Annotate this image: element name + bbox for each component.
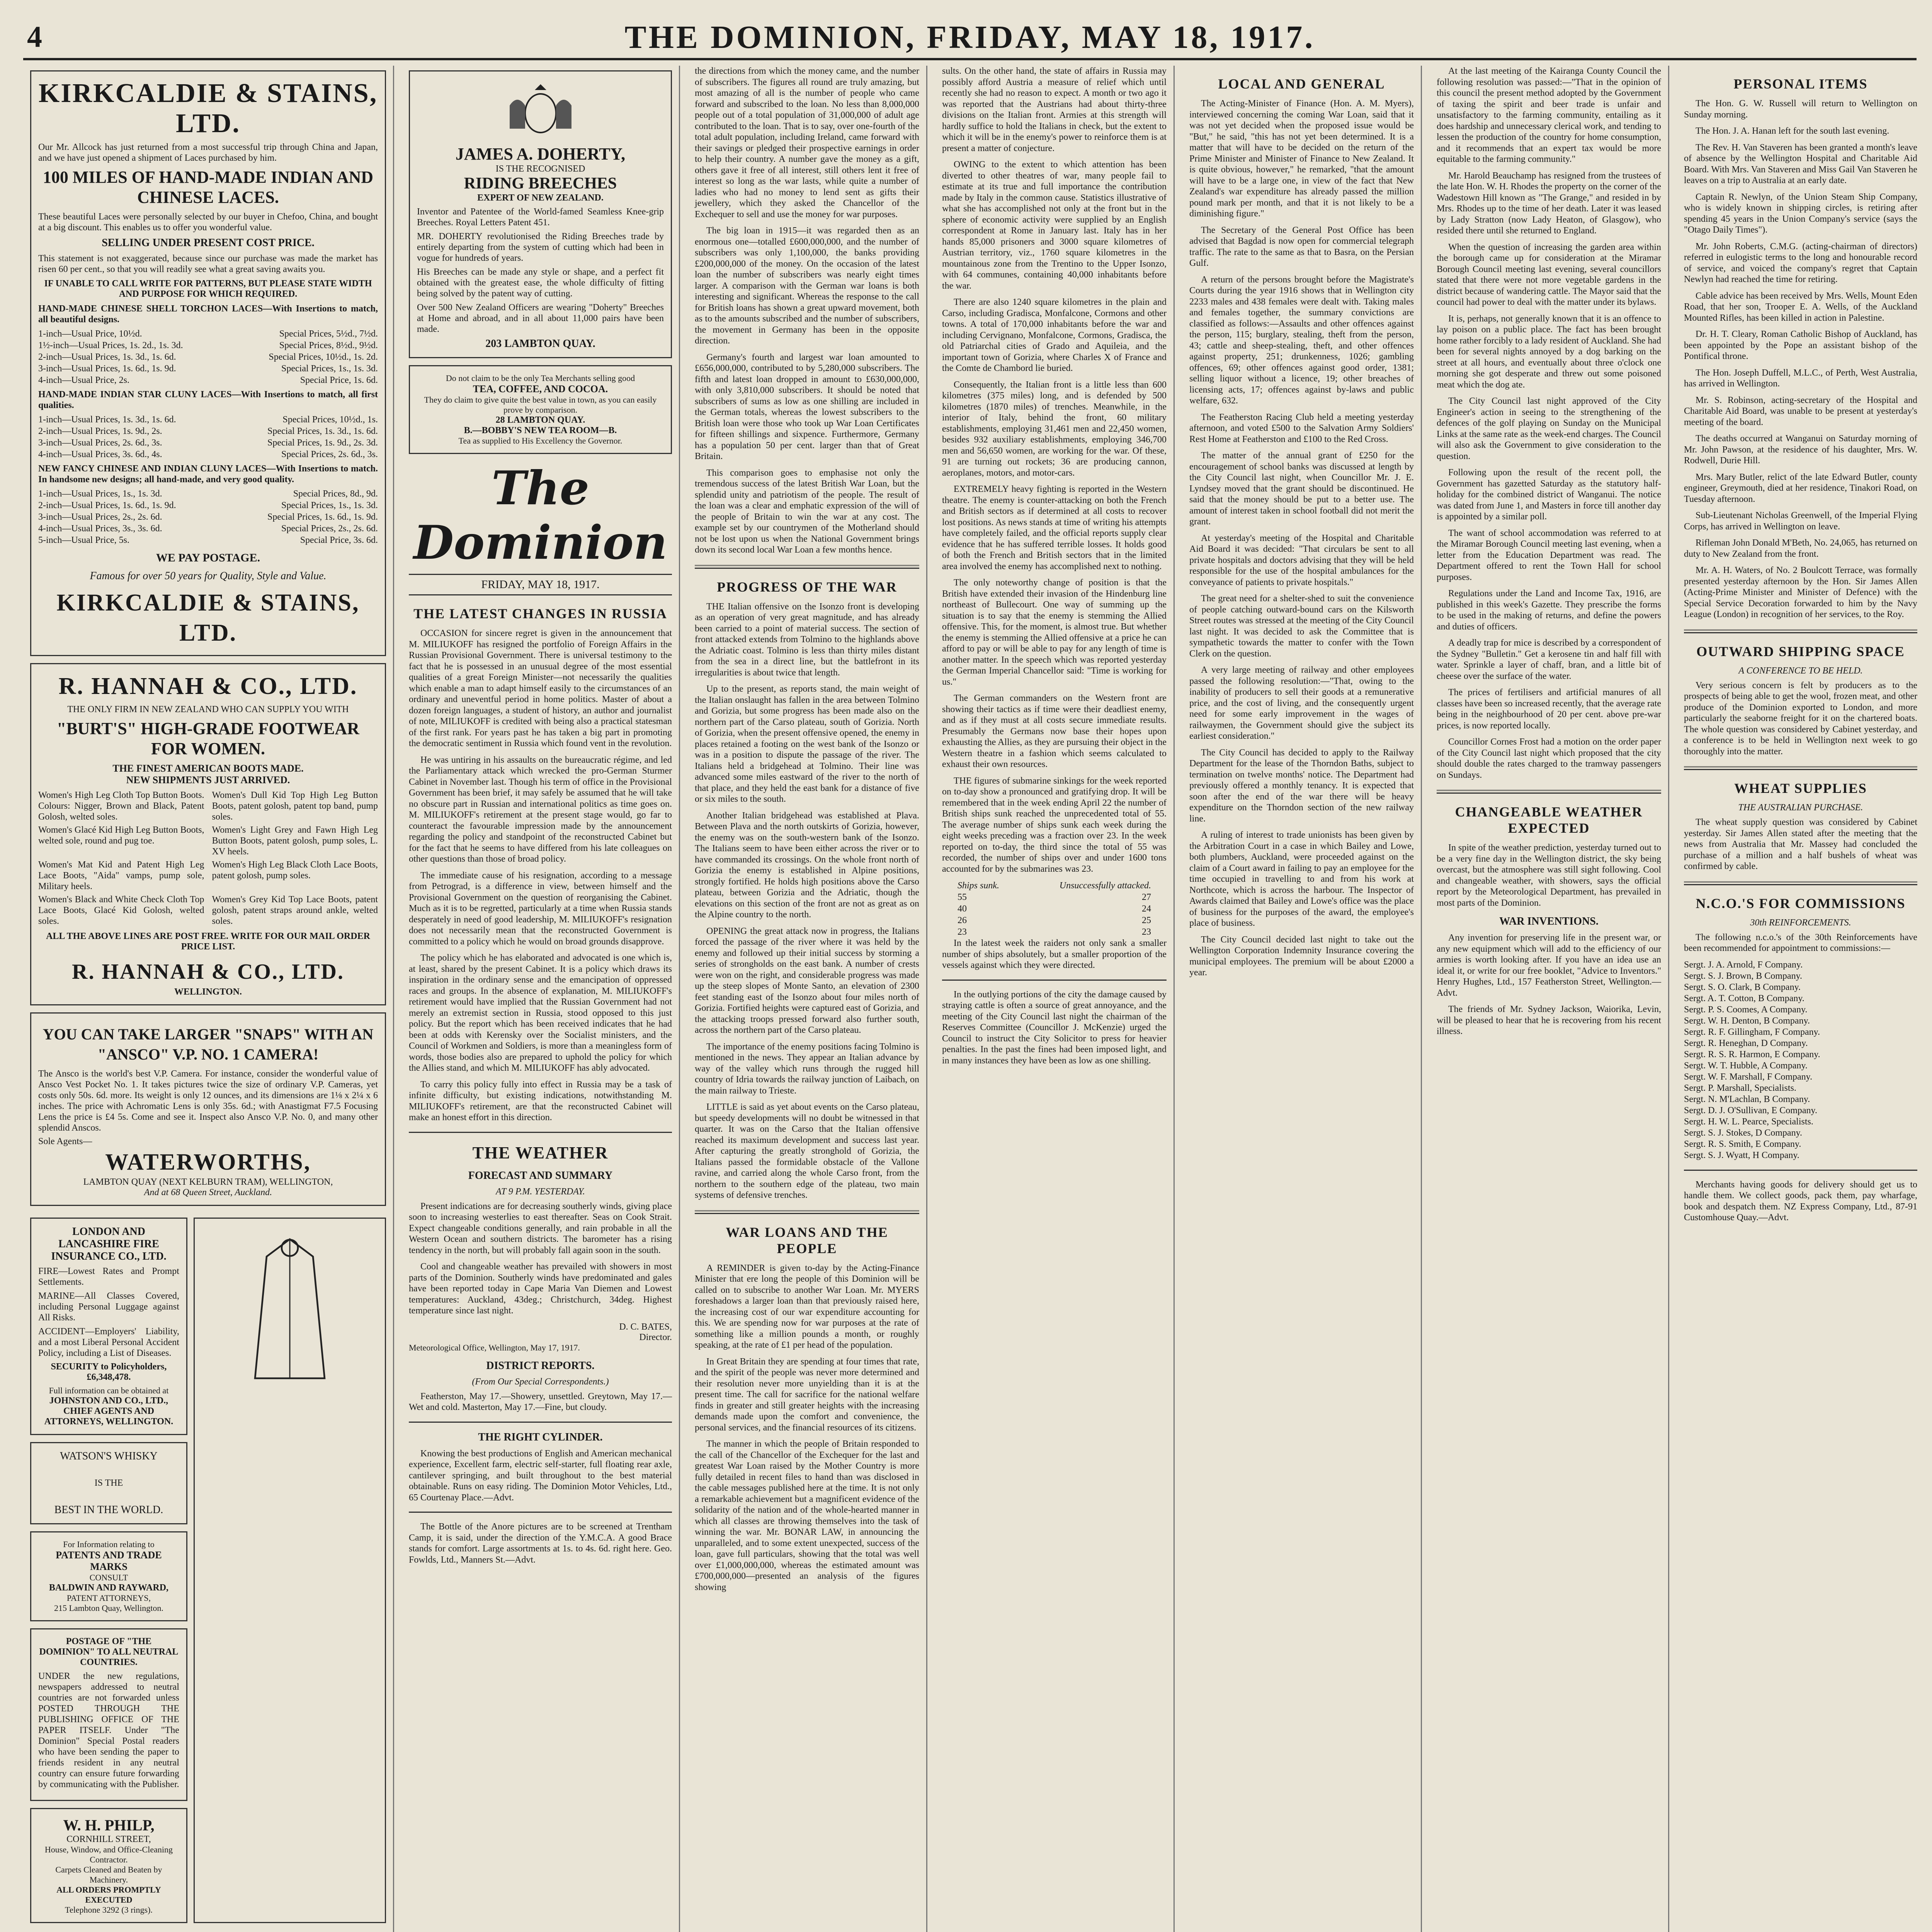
price-special: Special Prices, 8½d., 9½d. (279, 340, 378, 350)
footwear-item: Women's Mat Kid and Patent High Leg Lace Boots, "Aida" vamps, pump sole, Military heels. (38, 860, 204, 891)
price-row (38, 534, 378, 546)
price-usual: 5-inch—Usual Price, 5s. (38, 535, 129, 545)
divider (1684, 1170, 1917, 1171)
col4-p5: EXTREMELY heavy fighting is reported in the Western theatre. The enemy is counter-attacking on both the French and British sectors as if determined at all costs to recover lost positions. As news stands at time of writing his attempts have completely failed, and the official reports supply clear evidence that he has suffered terrible losses. It holds good of both the French and British sectors that in the limited area involved the enemy has accomplished next to nothing. (942, 484, 1167, 571)
nco-sub: 30th REINFORCEMENTS. (1750, 917, 1851, 928)
column-editorial (402, 66, 680, 1932)
patents-line4: BALDWIN AND RAYWARD, (49, 1583, 169, 1593)
col5-p4: The Featherston Racing Club held a meeting yesterday afternoon, and voted £500 to the Salvation Army Soldiers' Rest Home at Featherston and £100 to the Red Cross. (1189, 412, 1414, 444)
col6-p5: The City Council last night approved of the City Engineer's action in seeing to the strengthening of the defences of the golf playing on Sunday on the Municipal Links at the same rate as the week-end charges. The Council will also ask the Government to give consideration to the question. (1437, 396, 1661, 461)
hannah-line1: THE ONLY FIRM IN NEW ZEALAND WHO CAN SUPPLY YOU WITH (67, 704, 349, 714)
doherty-ad (409, 70, 672, 358)
col5-p8: A very large meeting of railway and other employees passed the following resolution:—"That, owing to the inability of producers to sell their goods at a remunerative price, and the cost of living, and the consequently urgent need for some early improvement in the wages of railwaymen, the Government should give the subject its earliest consideration." (1189, 665, 1414, 741)
column-local-news-2 (1430, 66, 1669, 1932)
price-row (38, 414, 378, 425)
divider (409, 1132, 672, 1133)
price-usual: 4-inch—Usual Prices, 3s., 3s. 6d. (38, 524, 162, 534)
col3-p4: This comparison goes to emphasise not only the tremendous success of the latest British War Loan, but the splendid unity and patriotism of the people. The result of the loan was a clear and emphatic expression of the will of the people of Britain to win the war at any cost. The example set by our countrymen of the Motherland should not be lost upon us when the National Government brings down its second local War Loan a few months hence. (695, 468, 919, 555)
sinkings-header (942, 880, 1167, 891)
price-row (38, 511, 378, 523)
col3-intro: the directions from which the money came, and the number of subscribers. The figures all round are truly amazing, but most amazing of all is the number of people who came forward and subscribed to the loan. No less than 8,000,000 people out of a total population of 31,000,000 of adult age contributed to the loan. That is to say, over one-fourth of the total adult population, including Ireland, came forward with their savings or pledged their prospective earnings in order to help their country. A number gave the money as a gift, others gave it free of all interest, still others lent it free of interest so long as the war lasts, while quite a number of ladies who had no money to lend sent as gifts their jewellery, which they asked the Chancellor of the Exchequer to sell and use the money for war purposes. (695, 66, 919, 219)
ansco-address1: LAMBTON QUAY (NEXT KELBURN TRAM), WELLINGTON, (83, 1177, 333, 1187)
postage-notice (30, 1628, 187, 1801)
footwear-item: Women's Black and White Check Cloth Top Lace Boots, Glacé Kid Golosh, welted soles. (38, 895, 204, 926)
progress-p2: Up to the present, as reports stand, the main weight of the Italian onslaught has fallen in the area between Tolmino and Gorizia, but some progress has been made also on the northern part of the Carso plateau, south of Gorizia. North of Gorizia, when the present offensive opened, the enemy in places retained a footing on the west bank of the Isonzo or was in a position to dispute the passage of the river. The Italians held a bridgehead at Tolmino. Their line was advanced some miles eastward of the river to the north of that place, and they held the east bank for a distance of five or six miles to the south. (695, 684, 919, 804)
kirkcaldie-footer: KIRKCALDIE & STAINS, LTD. (56, 590, 360, 646)
london-lines (38, 1266, 179, 1359)
nco-list-item: Sergt. R. F. Gillingham, F Company. (1684, 1027, 1820, 1037)
price-usual: 3-inch—Usual Prices, 2s. 6d., 3s. (38, 438, 162, 448)
war-inventions-body: Any invention for preserving life in the present war, or any new equipment which will add to the efficiency of our armies is worth looking after. If you have an idea use an ideal it, or write for our free booklet, "Advice to Inventors." Henry Hughes, Ltd., 157 Featherston Street, Wellington.—Advt. (1437, 933, 1661, 998)
col7-p1: The Hon. G. W. Russell will return to Wellington on Sunday morning. (1684, 99, 1917, 120)
divider (1437, 790, 1661, 794)
price-row (38, 437, 378, 449)
col5-p6: At yesterday's meeting of the Hospital and Charitable Aid Board it was decided: "That circulars be sent to all private hospitals and doctors advising that they will be held responsible for the use of the hospital ambulances for the conveyance of patients to private hospitals." (1189, 533, 1414, 587)
kirkcaldie-price-list-3 (38, 488, 378, 546)
wheat-sub: THE AUSTRALIAN PURCHASE. (1738, 803, 1863, 813)
price-usual: 1-inch—Usual Prices, 1s., 1s. 3d. (38, 489, 162, 499)
russia-p2: He was untiring in his assaults on the bureaucratic régime, and led the Parliamentary attack which wrecked the pro-German Sturmer Cabinet in November last. Though his term of office in the Provisional Government has been brief, it may safely be assumed that he will take no obscure part in Russian and international politics as time goes on. M. MILIUKOFF's retirement at the present stage would, go far to counteract the favourable impression made by the announcement regarding the policy and standpoint of the reconstructed Cabinet but for the fact that he seems to have differed from his late colleagues on other questions than those of broad policy. (409, 755, 672, 864)
doherty-body3: His Breeches can be made any style or shape, and a perfect fit obtained with the greatest ease, the whole difficulty of fitting being solved by the patent way of cutting. (417, 267, 664, 299)
nco-list-item: Sergt. S. J. Brown, B Company. (1684, 971, 1803, 981)
kirkcaldie-intro: Our Mr. Allcock has just returned from a most successful trip through China and Japan, and we have just opened a shipment of Laces purchased by him. (38, 142, 378, 163)
reports-body: Featherston, May 17.—Showery, unsettled. Greytown, May 17.—Wet and cold. Masterton, May 17.—Fine, but cloudy. (409, 1391, 672, 1412)
hannah-line2: THE FINEST AMERICAN BOOTS MADE. (112, 763, 304, 774)
nco-list-item: Sergt. N. M'Lachlan, B Company. (1684, 1094, 1810, 1104)
hannah-footer: R. HANNAH & CO., LTD. (72, 960, 344, 984)
unsuccessful-value: 25 (1142, 915, 1151, 925)
russia-p1: OCCASION for sincere regret is given in the announcement that M. MILIUKOFF has resigned the portfolio of Foreign Affairs in the Russian Provisional Government. There is universal testimony to the fact that he is possessed in an unusual degree of the most essential qualities of a great Foreign Minister—not necessarily the qualities which enable a man to adapt himself easily to the circumstances of an ordinary and uneventful period in home politics. Master of about a dozen foreign languages, a student of history, an author and journalist of note, MILIUKOFF is credited with being also a practical statesman of the first rank. For years past he has taken a big part in promoting the democratic sentiment in Russia which found vent in the revolution. (409, 628, 672, 748)
philp-title: W. H. PHILP, (63, 1816, 155, 1834)
col7-p5: Mr. John Roberts, C.M.G. (acting-chairman of directors) referred in eulogistic terms to the long and honourable record of service, and voiced the company's regret that Captain Newlyn had reached the time for retiring. (1684, 241, 1917, 284)
col6-p6: Following upon the result of the recent poll, the Government has gazetted Saturday as the statutory half-holiday for the combined district of Wanganui. The notice was dated from June 1, and Masters in force till another day is appointed by a similar poll. (1437, 468, 1661, 522)
col6-p4: It is, perhaps, not generally known that it is an offence to lay poison on a public place. The fact has been brought home rather forcibly to a lady resident of Auckland. She had been for several nights annoyed by a dog barking on the street at all hours, and eventually about three o'clock one morning she got desperate and threw out some poisoned meat which the dog ate. (1437, 313, 1661, 390)
patents-line1: For Information relating to (63, 1539, 155, 1549)
philp-line1: CORNHILL STREET, (66, 1834, 151, 1844)
london-agents: JOHNSTON AND CO., LTD., CHIEF AGENTS AND ATTORNEYS, WELLINGTON. (44, 1396, 173, 1427)
wheat-body: The wheat supply question was considered by Cabinet yesterday. Sir James Allen stated after the meeting that the news from Australia that Mr. Massey had concluded the purchase of a million and a half bushels of wheat was confirmed by cable. (1684, 817, 1917, 871)
divider (695, 1210, 919, 1214)
kirkcaldie-section3: NEW FANCY CHINESE AND INDIAN CLUNY LACES—With Insertions to match. In handsome new designs; all hand-made, and very good quality. (38, 464, 378, 485)
col3-p3: Germany's fourth and largest war loan amounted to £656,000,000, contributed to by 5,280,000 subscribers. The fifth and latest loan dropped in amount to £630,000,000, with only 3,810,000 subscribers. It should be noted that subscribers of sums as low as one shilling are included in the German totals, whereas the lowest subscribers to the British loan were those who took up War Loan Certificates for fifteen shillings and sixpence. Furthermore, Germany has a population 50 per cent. larger than that of Great Britain. (695, 352, 919, 461)
nco-list-item: Sergt. J. A. Arnold, F Company. (1684, 959, 1803, 970)
col6-p11: Councillor Cornes Frost had a motion on the order paper of the City Council last night which proposed that the city should double the rates charged to the tramway passengers on Sundays. (1437, 737, 1661, 780)
loans-heading: WAR LOANS AND THE PEOPLE (726, 1224, 888, 1256)
royal-crest-icon (498, 82, 583, 140)
ships-sunk-value: 26 (957, 915, 967, 925)
weather-heading: THE WEATHER (472, 1143, 609, 1162)
footwear-item: Women's High Leg Black Cloth Lace Boots, patent golosh, pump soles. (212, 860, 378, 881)
price-row (38, 374, 378, 386)
price-row (38, 449, 378, 460)
price-row (38, 500, 378, 511)
col6-p1: At the last meeting of the Kairanga County Council the following resolution was passed:—"That in the opinion of this council the present method adopted by the Government of taxing the spirit and beer trade is unfair and unsatisfactory to the farming community, entailing as it does hardship and unnecessary clerical work, and tending to lessen the production of the country for home consumption, and it recommends that an expert tax would be more equitable to the farming community." (1437, 66, 1661, 164)
nco-list-item: Sergt. H. W. L. Pearce, Specialists. (1684, 1116, 1813, 1127)
weather-sub: FORECAST AND SUMMARY (468, 1169, 613, 1182)
col5-p9: The City Council has decided to apply to the Railway Department for the lease of the Thorndon Baths, subject to termination on twelve months' notice. The Department had previously offered a monthly tenancy. It is expected that soon after the end of the war there will be heavy expenditure on the Thorndon section of the new railway line. (1189, 747, 1414, 824)
tea-l5: B.—BOBBY'S NEW TEA ROOM—B. (464, 425, 617, 435)
price-row (38, 523, 378, 534)
advt-body: Merchants having goods for delivery should get us to handle them. We collect goods, pack them, pay wharfage, book and despatch them. NZ Express Company, Ltd., 87-91 Customhouse Quay.—Advt. (1684, 1179, 1917, 1223)
col5-p11: The City Council decided last night to take out the Wellington Corporation Indemnity Insurance covering the municipal employees. The premium will be about £2000 a year. (1189, 934, 1414, 978)
personal-heading: PERSONAL ITEMS (1733, 76, 1868, 92)
russia-heading: THE LATEST CHANGES IN RUSSIA (413, 606, 667, 621)
sinkings-row (942, 926, 1167, 938)
ships-sunk-value: 40 (957, 904, 967, 914)
price-row (38, 488, 378, 500)
ads-left-stack (30, 1213, 187, 1930)
kirkcaldie-selling: SELLING UNDER PRESENT COST PRICE. (102, 237, 315, 249)
overcoat-illustration (232, 1233, 348, 1384)
weather-body2: Cool and changeable weather has prevailed with showers in most parts of the Dominion. Southerly winds have predominated and gales have been reported today in Cape Maria Van Diemen and Lowest temperatures: Auckland, 43deg.; Christchurch, 34deg. Highest temperature since last night. (409, 1262, 672, 1316)
tea-l1: Do not claim to be the only Tea Merchants selling good (446, 373, 635, 383)
price-usual: 1½-inch—Usual Prices, 1s. 2d., 1s. 3d. (38, 340, 183, 350)
hannah-title: R. HANNAH & CO., LTD. (58, 673, 358, 699)
kirkcaldie-ad (30, 70, 386, 656)
ansco-address2: And at 68 Queen Street, Auckland. (144, 1187, 272, 1197)
progress-p1: THE Italian offensive on the Isonzo front is developing as an operation of very great magnitude, and has already been carried to a point of material success. The section of front attacked extends from Tolmino to the highlands above the Adriatic coast. Tolmino is less than thirty miles distant from the sea in a direct line, but the battlefront in its irregularities is about twice that length. (695, 601, 919, 678)
col6-p8: Regulations under the Land and Income Tax, 1916, are published in this week's Gazette. They prescribe the forms to be used in the making of returns, and define the powers and duties of officers. (1437, 588, 1661, 632)
kirkcaldie-section2: HAND-MADE INDIAN STAR CLUNY LACES—With Insertions to match, all first qualities. (38, 389, 378, 410)
weather-time: AT 9 P.M. YESTERDAY. (496, 1186, 585, 1197)
price-row (38, 363, 378, 374)
price-special: Special Prices, 2s. 6d., 3s. (281, 449, 378, 459)
anore-body: The Bottle of the Anore pictures are to be screened at Trentham Camp, it is said, under the direction of the Y.M.C.A. A good Brace stands for comfort. Large assortments at 1s. to 4s. 6d. right here. Geo. Fowlds, Ltd., Manners St.—Advt. (409, 1522, 672, 1565)
tea-ad (409, 365, 672, 454)
col5-p1: The Acting-Minister of Finance (Hon. A. M. Myers), interviewed concerning the coming War Loan, said that it was not yet decided when the proposed issue would be "But," he said, "this has not yet been determined. It is a matter that will have to be decided on the return of the Prime Minister and Minister of Finance to New Zealand. It is quite obvious, however," he remarked, "that the amount will have to be a large one, in view of the fact that New Zealand's war expenditure has already passed the million pound mark per month, and that it is not likely to be a diminishing figure." (1189, 99, 1414, 219)
shipping-heading: OUTWARD SHIPPING SPACE (1696, 643, 1905, 659)
kirkcaldie-price-list-1 (38, 328, 378, 386)
nco-list-item: Sergt. R. Heneghan, D Company. (1684, 1038, 1808, 1048)
ads-row (30, 1213, 386, 1930)
nco-heading: N.C.O.'S FOR COMMISSIONS (1696, 895, 1906, 911)
tea-l6: Tea as supplied to His Excellency the Governor. (458, 436, 622, 446)
hannah-footer-sub: WELLINGTON. (174, 987, 242, 997)
price-usual: 1-inch—Usual Prices, 1s. 3d., 1s. 6d. (38, 415, 176, 425)
kirkcaldie-section1: HAND-MADE CHINESE SHELL TORCHON LACES—With Insertions to match, all beautiful designs. (38, 304, 378, 325)
philp-line4: ALL ORDERS PROMPTLY EXECUTED (56, 1885, 161, 1905)
price-special: Special Prices, 1s., 1s. 3d. (281, 500, 378, 510)
progress-heading: PROGRESS OF THE WAR (717, 579, 897, 595)
column-war-news (935, 66, 1175, 1932)
changeable-body: In spite of the weather prediction, yesterday turned out to be a very fine day in the Wellington district, the sky being overcast, but the atmosphere was still sight following. Cool and changeable weather, with showers, says the official report by the Meteorological Department, has prevailed in most parts of the Dominion. (1437, 843, 1661, 908)
shipping-body: Very serious concern is felt by producers as to the prospects of being able to get the wool, frozen meat, and other produce of the Dominion exported to London, and more particularly the seaborne freight for it on the chartered boats. The whole question was considered by Cabinet yesterday, and a conference is to be held in Wellington next week to go thoroughly into the matter. (1684, 680, 1917, 757)
footwear-item: Women's Dull Kid Top High Leg Button Boots, patent golosh, patent top band, pump soles. (212, 790, 378, 822)
col4-p10: In the outlying portions of the city the damage caused by straying cattle is often a source of great annoyance, and the meeting of the City Council last night the chairman of the Reserves Committee (Councillor J. McKenzie) urged the Council to instruct the City Solicitor to press for heavier penalties. In the past the fines had been imposed light, and in many instances they have been as low as one shilling. (942, 989, 1167, 1066)
doherty-address: 203 LAMBTON QUAY. (485, 338, 595, 350)
progress-p5: The importance of the enemy positions facing Tolmino is mentioned in the news. They appear an Italian advance by way of the valley which runs through the rugged hill country of Idria towards the railway junction of Laibach, on the main railway to Trieste. (695, 1041, 919, 1096)
nco-list (1684, 959, 1917, 1161)
kirkcaldie-headline: 100 MILES OF HAND-MADE INDIAN AND CHINESE LACES. (43, 168, 374, 207)
nco-list-item: Sergt. P. Marshall, Specialists. (1684, 1083, 1796, 1093)
kirkcaldie-price-list-2 (38, 414, 378, 460)
changeable-heading: CHANGEABLE WEATHER EXPECTED (1455, 804, 1643, 836)
price-row (38, 328, 378, 340)
russia-p5: To carry this policy fully into effect in Russia may be a task of infinite difficulty, but existing indications, notwithstanding M. MILIUKOFF's retirement, are that the reconstructed Cabinet will make an honest effort in this direction. (409, 1079, 672, 1122)
postage-title: POSTAGE OF "THE DOMINION" TO ALL NEUTRAL COUNTRIES. (39, 1636, 179, 1667)
divider (409, 1422, 672, 1423)
price-special: Special Prices, 1s. 3d., 1s. 6d. (267, 426, 378, 436)
progress-p6: LITTLE is said as yet about events on the Carso plateau, but speedy developments will no doubt be witnessed in that quarter. It was on the Carso that the Italian offensive reached its maximum development and success last year. After capturing the greatly stronghold of Gorizia, the Italians passed the formidable obstacle of the Vallone ravine, and carried along the whole Carso front, from the northern to the southern edge of the plateau, two main systems of defensive trenches. (695, 1102, 919, 1200)
local-heading: LOCAL AND GENERAL (1218, 76, 1385, 92)
col6-p7: The want of school accommodation was referred to at the Miramar Borough Council meeting last evening, when a letter from the Education Department was read. The Department offered to rent the Town Hall for school purposes. (1437, 528, 1661, 582)
watsons-ad (30, 1442, 187, 1524)
footwear-item: Women's Glacé Kid High Leg Button Boots, welted sole, round and pug toe. (38, 825, 204, 846)
russia-p4: The policy which he has elaborated and advocated is one which is, at least, shared by the present Cabinet. It is a policy which draws its inspiration in the ordinary sense and the emancipation of oppressed races and groups. In the absence of explanation, M. MILIUKOFF's retirement would have implied that the Russian Government had not merely an extremist section in Russia, stood opposed to this just policy. But the report which has been received indicates that he had been at odds with Kerensky over the Socialist ministers, and the Council of Workmen and Soldiers, is more than a meaningless form of words, those bodies also are prepared to uphold the policy for which the Allies stand, and which M. MILIUKOFF has ably advocated. (409, 953, 672, 1073)
ansco-body: The Ansco is the world's best V.P. Camera. For instance, consider the wonderful value of Ansco Vest Pocket No. 1. It takes pictures twice the size of ordinary V.P. Cameras, yet costs only 50s. 6d. more. Its weight is only 12 ounces, and its dimensions are 1⅛ x 2¼ x 6 inches. The price with Achromatic Lens is only 35s. 6d.; with Anastigmat F7.5 Focusing Lens the price is £4 5s. Come and see it. Inspect also Ansco V.P. No. 0, and many other splendid Anscos. (38, 1069, 378, 1133)
doherty-body4: Over 500 New Zealand Officers are wearing "Doherty" Breeches at Home and abroad, and in all about 11,000 pairs have been made. (417, 303, 664, 334)
progress-p3: Another Italian bridgehead was established at Plava. Between Plava and the north outskirts of Gorizia, however, the enemy was on the south-western bank of the Isonzo. The Italians seem to have been either across the river or to have commanded its crossings. On the whole front north of Gorizia the enemy is established in Alpine positions, strongly fortified. He holds high positions above the Carso plateau, between Gorizia and the Adriatic, though the elevations on this section of the front are not as great as on the Alpine country to the north. (695, 810, 919, 920)
ht-heading: THE RIGHT CYLINDER. (478, 1431, 603, 1443)
col7-p2: The Hon. J. A. Hanan left for the south last evening. (1696, 126, 1889, 136)
doherty-name: JAMES A. DOHERTY, (455, 145, 626, 163)
price-special: Special Prices, 10½d., 1s. 2d. (269, 352, 378, 362)
divider (409, 1512, 672, 1513)
doherty-expert: EXPERT OF NEW ZEALAND. (477, 193, 604, 203)
nco-list-item: Sergt. S. O. Clark, B Company. (1684, 982, 1801, 992)
doherty-body2: MR. DOHERTY revolutionised the Riding Breeches trade by entirely departing from the system of cutting which had been in vogue for hundreds of years. (417, 231, 664, 263)
col7-p9: Mr. S. Robinson, acting-secretary of the Hospital and Charitable Aid Board, was unable to be present at yesterday's meeting of the board. (1684, 395, 1917, 427)
london-security: SECURITY to Policyholders, £6,348,478. (51, 1362, 167, 1382)
col4-p9: In the latest week the raiders not only sank a smaller number of ships absolutely, but a smaller proportion of the vessels against which they were directed. (942, 938, 1167, 970)
price-special: Special Prices, 2s., 2s. 6d. (281, 524, 378, 534)
london-ad (30, 1218, 187, 1435)
col7-p12: Sub-Lieutenant Nicholas Greenwell, of the Imperial Flying Corps, has arrived in Wellington on leave. (1684, 510, 1917, 532)
patents-line2: PATENTS AND TRADE MARKS (56, 1549, 162, 1572)
col7-p3: The Rev. H. Van Staveren has been granted a month's leave of absence by the Wellington Hospital and Charitable Aid Board. With Mrs. Van Staveren and Miss Gail Van Staveren he leaves on a trip to Australia at an early date. (1684, 142, 1917, 185)
kirkcaldie-pay: WE PAY POSTAGE. (156, 551, 260, 564)
price-usual: 1-inch—Usual Price, 10½d. (38, 329, 142, 339)
col5-p7: The great need for a shelter-shed to suit the convenience of people catching outward-bound cars on the Kilsworth Street routes was stressed at the meeting of the City Council last night. It was decided to ask the Committee that is sympathetic towards the matter to confer with the Town Clerk on the question. (1189, 594, 1414, 659)
weather-sign: D. C. BATES, (619, 1321, 672, 1332)
nco-list-item: Sergt. S. J. Wyatt, H Company. (1684, 1150, 1799, 1160)
col4-p7: The German commanders on the Western front are showing their tactics as if time were their deadliest enemy, and as if they must at all costs secure immediate results. Presumably the Germans now base their hopes upon exhausting the Allies, as they are pursuing their object in the Western theatre in a fashion which seems calculated to exhaust their own resources. (942, 693, 1167, 769)
doherty-recognised: IS THE RECOGNISED (495, 164, 585, 174)
sinkings-row (942, 903, 1167, 915)
sinkings-rows (942, 891, 1167, 938)
nco-list-item: Sergt. D. J. O'Sullivan, E Company. (1684, 1105, 1817, 1116)
sinkings-col-b: Unsuccessfully attacked. (1059, 881, 1151, 891)
price-usual: 4-inch—Usual Price, 2s. (38, 375, 129, 385)
hannah-free: ALL THE ABOVE LINES ARE POST FREE. WRITE FOR OUR MAIL ORDER PRICE LIST. (46, 931, 370, 952)
dominion-dateline: FRIDAY, MAY 18, 1917. (409, 574, 672, 595)
kirkcaldie-title: KIRKCALDIE & STAINS, LTD. (38, 78, 378, 138)
unsuccessful-value: 27 (1142, 892, 1151, 902)
col7-p7: Dr. H. T. Cleary, Roman Catholic Bishop of Auckland, has been appointed by the Pope an assistant bishop of the Pontifical throne. (1684, 329, 1917, 361)
tea-l2: TEA, COFFEE, AND COCOA. (473, 383, 608, 395)
philp-line3: Carpets Cleaned and Beaten by Machinery. (55, 1865, 162, 1884)
patents-line5: PATENT ATTORNEYS, (66, 1593, 151, 1603)
sinkings-col-a: Ships sunk. (957, 881, 999, 891)
weather-body: Present indications are for decreasing southerly winds, giving place soon to increasing westerlies to east thereafter. Seas on Cook Strait. Expect changeable conditions generally, and rain probable in all the Western Ocean and southern districts. The barometer has a rising tendency in the north, but will probably fall again soon in the south. (409, 1201, 672, 1255)
nco-list-item: Sergt. S. J. Stokes, D Company. (1684, 1128, 1803, 1138)
col6-p3: When the question of increasing the garden area within the borough came up for consideration at the Miramar Borough Council meeting last evening, several councillors stated that there were not more vegetable gardens in the district because of wandering cattle. The Mayor said that the council had power to deal with the matter under its bylaws. (1437, 242, 1661, 307)
hannah-ad (30, 663, 386, 1005)
hannah-items (38, 790, 378, 927)
col4-p8: THE figures of submarine sinkings for the week reported on to-day show a pronounced and gratifying drop. It will be remembered that in the week ending April 22 the number of British ships sunk reached the unprecedented total of 55. The average number of ships sunk each week during the eight weeks preceding was a fraction over 23. In the week reported on to-day, the third since the total of 55 was recorded, the number of ships over and under 1600 tons accounted for by the submarines was 23. (942, 776, 1167, 874)
divider (942, 980, 1167, 981)
ships-sunk-value: 55 (957, 892, 967, 902)
dominion-flag: The Dominion (413, 461, 667, 570)
price-special: Special Prices, 1s., 1s. 3d. (281, 364, 378, 374)
col4-p2: OWING to the extent to which attention has been diverted to other theatres of war, many people fail to estimate at its true and full importance the contribution made by Italy in the common cause. Statistics illustrative of what she has accomplished not only at the front but in the sphere of economic activity were supplied by an English correspondent at Rome in January last. Italy has in her hands 85,000 prisoners and 3000 square kilometres of Austrian territory, viz., 1760 square kilometres in the mountainous zone from the Trentino to the Upper Isonzo, with 64 communes, containing 40,000 inhabitants before the war. (942, 160, 1167, 291)
philp-ad (30, 1808, 187, 1923)
col6-p2: Mr. Harold Beauchamp has resigned from the trustees of the late Hon. W. H. Rhodes the property on the corner of the Wadestown Hill known as "The Grange," and resided in by Mrs. Rhodes up to the time of her death. Later it was leased by Lady Stratton (now Lady Heaton, of Glasgow), who resided there until she returned to England. (1437, 170, 1661, 236)
loans-p2: In Great Britain they are spending at four times that rate, and the spirit of the people was never more determined and their resolution never more unyielding than it is at the present time. The call for sacrifice for the national welfare finds in greater and still greater heights with the increasing demands made upon the comfort and convenience, the personal services, and the financial resources of its citizens. (695, 1356, 919, 1433)
insurance-line: MARINE—All Classes Covered, including Personal Luggage against All Risks. (38, 1291, 179, 1323)
wheat-heading: WHEAT SUPPLIES (1734, 781, 1867, 796)
kirkcaldie-para1: These beautiful Laces were personally selected by our buyer in Chefoo, China, and bought at a big discount. This enables us to offer you wonderful value. (38, 212, 378, 233)
footwear-item: Women's High Leg Cloth Top Button Boots. Colours: Nigger, Brown and Black, Patent Golosh, welted soles. (38, 790, 204, 822)
tea-l3: They do claim to give quite the best value in town, as you can easily prove by comparison. (424, 395, 657, 415)
unsuccessful-value: 24 (1142, 904, 1151, 914)
masthead-title: THE DOMINION, FRIDAY, MAY 18, 1917. (624, 19, 1315, 55)
tea-l4: 28 LAMBTON QUAY. (495, 415, 585, 425)
divider (1684, 766, 1917, 770)
shipping-sub: A CONFERENCE TO BE HELD. (1738, 665, 1863, 676)
war-inventions-heading: WAR INVENTIONS. (1499, 915, 1599, 927)
price-usual: 3-inch—Usual Prices, 2s., 2s. 6d. (38, 512, 162, 522)
price-row (38, 425, 378, 437)
insurance-line: ACCIDENT—Employers' Liability, and a most Liberal Personal Accident Policy, including a List of Diseases. (38, 1327, 179, 1358)
price-special: Special Prices, 8d., 9d. (293, 489, 378, 499)
divider (1684, 629, 1917, 633)
col7-p4: Captain R. Newlyn, of the Union Steam Ship Company, who is widely known in shipping circles, is retiring after spending 45 years in the Union Company's service (says the "Otago Daily Times"). (1684, 192, 1917, 235)
patents-ad (30, 1531, 187, 1621)
price-usual: 2-inch—Usual Prices, 1s. 6d., 1s. 9d. (38, 500, 176, 510)
watsons-line3: BEST IN THE WORLD. (54, 1504, 163, 1516)
nco-list-item: Sergt. R. S. Smith, E Company. (1684, 1139, 1801, 1149)
col5-p3: A return of the persons brought before the Magistrate's Courts during the year 1916 shows that in Wellington city 2233 males and 438 females were dealt with. Taking males and females together, the summary convictions are classified as follows:—Assaults and other offences against the person, 115; burglary, stealing, theft from the person, 43; cattle and sheep-stealing, theft, and other offences against property, 251; drunkenness, 1026; gambling offences, 69; other offences against good order, 1381; selling liquor without a licence, 19; other breaches of licensing acts, 17; offences against by-laws and public welfare, 632. (1189, 274, 1414, 406)
philp-line2: House, Window, and Office-Cleaning Contractor. (44, 1845, 173, 1864)
ansco-ad (30, 1012, 386, 1206)
column-local-news (1182, 66, 1422, 1932)
divider (1684, 881, 1917, 885)
doherty-riding: RIDING BREECHES (464, 175, 617, 192)
nco-list-item: Sergt. W. H. Denton, B Company. (1684, 1015, 1810, 1026)
unsuccessful-value: 23 (1142, 927, 1151, 937)
col7-p6: Cable advice has been received by Mrs. Wells, Mount Eden Road, that her son, Trooper E. A. Wells, of the Auckland Mounted Rifles, has been killed in action in Palestine. (1684, 291, 1917, 323)
fleck-body: The friends of Mr. Sydney Jackson, Waiorika, Levin, will be pleased to hear that he is recovering from his recent illness. (1437, 1004, 1661, 1036)
ships-sunk-value: 23 (957, 927, 967, 937)
col6-p9: A deadly trap for mice is described by a correspondent of the Sydney "Bulletin." Get a kerosene tin and half fill with water. Sprinkle a layer of chaff, bran, and a little bit of cheese over the surface of the water. (1437, 638, 1661, 681)
col4-p6: The only noteworthy change of position is that the British have extended their invasion of the Hindenburg line northeast of Bullecourt. One way of summing up the situation is to say that the enemy is stemming the Allied offensive. This, for the moment, is almost true. But whether the enemy is stemming the Allied offensive at a price he can afford to pay or will be able to pay for any length of time is another matter. In the speech which was reported yesterday the German Imperial Chancellor said: "Time is working for us." (942, 578, 1167, 687)
patents-line6: 215 Lambton Quay, Wellington. (54, 1603, 163, 1613)
doherty-body1: Inventor and Patentee of the World-famed Seamless Knee-grip Breeches. Royal Letters Patent 451. (417, 207, 664, 228)
price-special: Special Prices, 1s. 6d., 1s. 9d. (267, 512, 378, 522)
ht-body: Knowing the best productions of English and American mechanical experience, Excellent farm, electric self-starter, full floating rear axle, cantilever springing, and built throughout to the best material obtainable. Runs on easy riding. The Dominion Motor Vehicles, Ltd., 65 Courtenay Place.—Advt. (409, 1448, 672, 1503)
kirkcaldie-famous: Famous for over 50 years for Quality, Style and Value. (90, 570, 327, 582)
london-title: LONDON AND LANCASHIRE FIRE INSURANCE CO., LTD. (51, 1226, 167, 1262)
philp-line5: Telephone 3292 (3 rings). (65, 1905, 153, 1915)
col3-p2: The big loan in 1915—it was regarded then as an enormous one—totalled £600,000,000, and the number of subscribers was only 1,100,000, the banks providing £200,000,000 of the money. On the occasion of the latest loan the number of subscribers was nearly eight times larger. A comparison with the German war loans is both interesting and significant. Whereas the response to the call for British loans has shown a great upward movement, both as to the amounts subscribed and the number of subscribers, the movement in Germany has been in the opposite direction. (695, 226, 919, 346)
footwear-item: Women's Light Grey and Fawn High Leg Button Boots, patent golosh, pump soles, L. XV heels. (212, 825, 378, 857)
col4-p3: There are also 1240 square kilometres in the plain and Carso, including Gradisca, Monfalcone, Cormons and other towns. A total of 170,000 inhabitants before the war and including Cervignano, Monfalcone, Cormons, Gradisca, the old Patriarchal cities of Grado and Aquileia, and the important town of Gorizia, where Charles X of France and the Comte de Chambord lie buried. (942, 297, 1167, 373)
divider (695, 565, 919, 569)
ansco-agents-label: Sole Agents— (38, 1136, 92, 1146)
sinkings-row (942, 915, 1167, 926)
col6-p10: The prices of fertilisers and artificial manures of all classes have been so increased recently, that the average rate being in the neighbourhood of 20 per cent. above pre-war prices, is now reported locally. (1437, 687, 1661, 731)
hannah-line3: NEW SHIPMENTS JUST ARRIVED. (126, 774, 290, 786)
loans-p3: The manner in which the people of Britain responded to the call of the Chancellor of the Exchequer for the last and greatest War Loan raised by the Mother Country is more fully detailed in recent files to hand than was disclosed in the cable messages published here at the time. It is not only a remarkable achievement but a magnificent evidence of the solidarity of the nation and of the whole-hearted manner in which all classes are throwing themselves into the task of winning the war. Mr. BONAR LAW, in announcing the unparalleled, and to some extent unexpected, success of the loan, gave full particulars, showing that the total was well over £1,000,000,000, whereas the estimated amount was £700,000,000—presented an analysis of the figures showing (695, 1439, 919, 1592)
loans-p1: A REMINDER is given to-day by the Acting-Finance Minister that ere long the people of this Dominion will be called on to subscribe to another War Loan. Mr. MYERS foreshadows a larger loan than that previously raised here, the increasing cost of our war expenditure accounting for this. We are spending now for war purposes at the rate of something like a million pounds a month, or roughly speaking, at the rate of £1 per head of the population. (695, 1263, 919, 1350)
reports-heading: DISTRICT REPORTS. (486, 1359, 595, 1372)
col5-p10: A ruling of interest to trade unionists has been given by the Arbitration Court in a case in which Bailey and Lowe, both plumbers, Auckland, were proceeded against on the claim of a Court award in failing to pay an employee for the time occupied in travelling to and from his work at Northcote, which is across the harbour. The Inspector of Awards claimed that Bailey and Lowe's office was the place of business for the purposes of the award, the employee's place of business. (1189, 830, 1414, 928)
price-usual: 2-inch—Usual Prices, 1s. 3d., 1s. 6d. (38, 352, 176, 362)
column-ads-left (23, 66, 394, 1932)
price-usual: 3-inch—Usual Prices, 1s. 6d., 1s. 9d. (38, 364, 176, 374)
price-usual: 4-inch—Usual Prices, 3s. 6d., 4s. (38, 449, 162, 459)
nco-list-item: Sergt. R. S. R. Harmon, E Company. (1684, 1049, 1820, 1060)
column-war-loans (688, 66, 927, 1932)
nco-intro: The following n.c.o.'s of the 30th Reinforcements have been recommended for appointment to commissions:— (1684, 932, 1917, 953)
milligan-ad (194, 1218, 386, 1923)
price-special: Special Price, 1s. 6d. (300, 375, 378, 385)
masthead (23, 15, 1917, 60)
london-info: Full information can be obtained at (49, 1386, 169, 1395)
ansco-agents: WATERWORTHS, (105, 1149, 311, 1175)
col7-p8: The Hon. Joseph Duffell, M.L.C., of Perth, West Australia, has arrived in Wellington. (1684, 367, 1917, 389)
col7-p14: Mr. A. H. Waters, of No. 2 Boulcott Terrace, was formally presented yesterday afternoon by the Hon. Sir James Allen (Acting-Prime Minister and Minister of Defence) with the Special Service Decoration forwarded to him by the Navy League (London) in recognition of her services, to the Roy. (1684, 565, 1917, 619)
nco-list-item: Sergt. W. F. Marshall, F Company. (1684, 1071, 1813, 1082)
insurance-line: FIRE—Lowest Rates and Prompt Settlements. (38, 1266, 179, 1287)
col5-p2: The Secretary of the General Post Office has been advised that Bagdad is now open for commercial telegraph traffic. The rate to the same as that to Basra, on the Persian Gulf. (1189, 225, 1414, 268)
price-special: Special Prices, 1s. 9d., 2s. 3d. (267, 438, 378, 448)
column-personal (1677, 66, 1924, 1932)
price-special: Special Prices, 5½d., 7½d. (279, 329, 378, 339)
watsons-line1: WATSON'S WHISKY (60, 1450, 158, 1462)
price-usual: 2-inch—Usual Prices, 1s. 9d., 2s. (38, 426, 162, 436)
col5-p5: The matter of the annual grant of £250 for the encouragement of school banks was discussed at length by the City Council last night, when Councillor Mr. J. E. Lyndsey moved that the grant should be discontinued. He said that the money should be put to a better use. The amount of interest taken in school football did not merit the grant. (1189, 451, 1414, 527)
price-special: Special Price, 3s. 6d. (300, 535, 378, 545)
nco-list-item: Sergt. A. T. Cotton, B Company. (1684, 993, 1804, 1003)
price-special: Special Prices, 10½d., 1s. (282, 415, 378, 425)
russia-p3: The immediate cause of his resignation, according to a message from Petrograd, is a difference in view, between himself and the Provisional Government on the question of reorganising the Cabinet. Much as it is to be regretted, particularly at a time when Russia stands desperately in need of good leadership, M. MILIUKOFF's resignation does not necessarily mean that the reconstructed Government is committed to a policy which he would on broad grounds disapprove. (409, 870, 672, 947)
kirkcaldie-call: IF UNABLE TO CALL WRITE FOR PATTERNS, BUT PLEASE STATE WIDTH AND PURPOSE FOR WHICH REQUIRED. (44, 279, 372, 299)
watsons-line2: IS THE (94, 1478, 123, 1488)
ansco-headline: YOU CAN TAKE LARGER "SNAPS" WITH AN "ANSCO" V.P. NO. 1 CAMERA! (43, 1026, 374, 1063)
reports-sub: (From Our Special Correspondents.) (472, 1376, 609, 1387)
col4-p4: Consequently, the Italian front is a little less than 600 kilometres (375 miles) long, and is defended by 500 kilometres (1870 miles) of trenches. Meanwhile, in the interior of Italy, behind the front, 60 military establishments, employing 31,461 men and 22,450 women, besides 932 auxiliary establishments, employing 346,700 men and 56,650 women, are working for the war. Of these, 91 are turning out rockets; 36 are producing cannon, aeroplanes, motors, and motor-cars. (942, 379, 1167, 478)
col7-p11: Mrs. Mary Butler, relict of the late Edward Butler, county engineer, Greymouth, died at her residence, Tinakori Road, on Tuesday afternoon. (1684, 472, 1917, 504)
hannah-headline: "BURT'S" HIGH-GRADE FOOTWEAR FOR WOMEN. (56, 719, 360, 758)
col7-p10: The deaths occurred at Wanganui on Saturday morning of Mr. John Pawson, at the residence of his daughter, Mrs. W. Rodwell, Durie Hill. (1684, 434, 1917, 466)
postage-body: UNDER the new regulations, newspapers addressed to neutral countries are not forwarded unless POSTED THROUGH THE PUBLISHING OFFICE OF THE PAPER ITSELF. Under "The Dominion" Special Postal readers who have been sending the paper to friends resident in any neutral country can ensure future forwarding by communicating with the Publisher. (38, 1671, 179, 1789)
nco-list-item: Sergt. W. T. Hubble, A Company. (1684, 1060, 1808, 1071)
price-row (38, 340, 378, 351)
nco-list-item: Sergt. P. S. Coomes, A Company. (1684, 1004, 1808, 1015)
kirkcaldie-para2: This statement is not exaggerated, because since our purchase was made the market has risen 60 per cent., so that you will readily see what a great saving awaits you. (38, 253, 378, 274)
sinkings-row (942, 891, 1167, 903)
patents-line3: CONSULT (89, 1573, 128, 1582)
col7-p13: Rifleman John Donald M'Beth, No. 24,065, has returned on duty to New Zealand from the front. (1684, 538, 1917, 559)
sinkings-table (942, 880, 1167, 938)
weather-director: Director. (639, 1332, 672, 1342)
progress-p4: OPENING the great attack now in progress, the Italians forced the passage of the river where it was held by the enemy and followed up their initial success by storming a series of strongholds on the east bank. A number of crests were won on the right, and considerable progress was made up the steep slopes of Monte Santo, an elevation of 2300 feet standing east of the Isonzo about four miles north of Gorizia. Fortified heights were captured east of Gorizia, and the attacking troops pressed forward also further south, across the northern part of the Carso plateau. (695, 926, 919, 1035)
weather-office: Meteorological Office, Wellington, May 17, 1917. (409, 1342, 580, 1352)
col4-p1: sults. On the other hand, the state of affairs in Russia may possibly afford Austria a measure of relief which until recently she had no reason to expect. A month or two ago it was reported that the Austrians had about thirty-three divisions on the Italian front. Armies at this strength will hardly suffice to hold the Italians in check, but the extent to which it will be in the enemy's power to reinforce them is at present a matter of conjecture. (942, 66, 1167, 153)
page-number: 4 (27, 20, 42, 53)
price-row (38, 351, 378, 363)
footwear-item: Women's Grey Kid Top Lace Boots, patent golosh, patent straps around ankle, welted soles. (212, 895, 378, 926)
